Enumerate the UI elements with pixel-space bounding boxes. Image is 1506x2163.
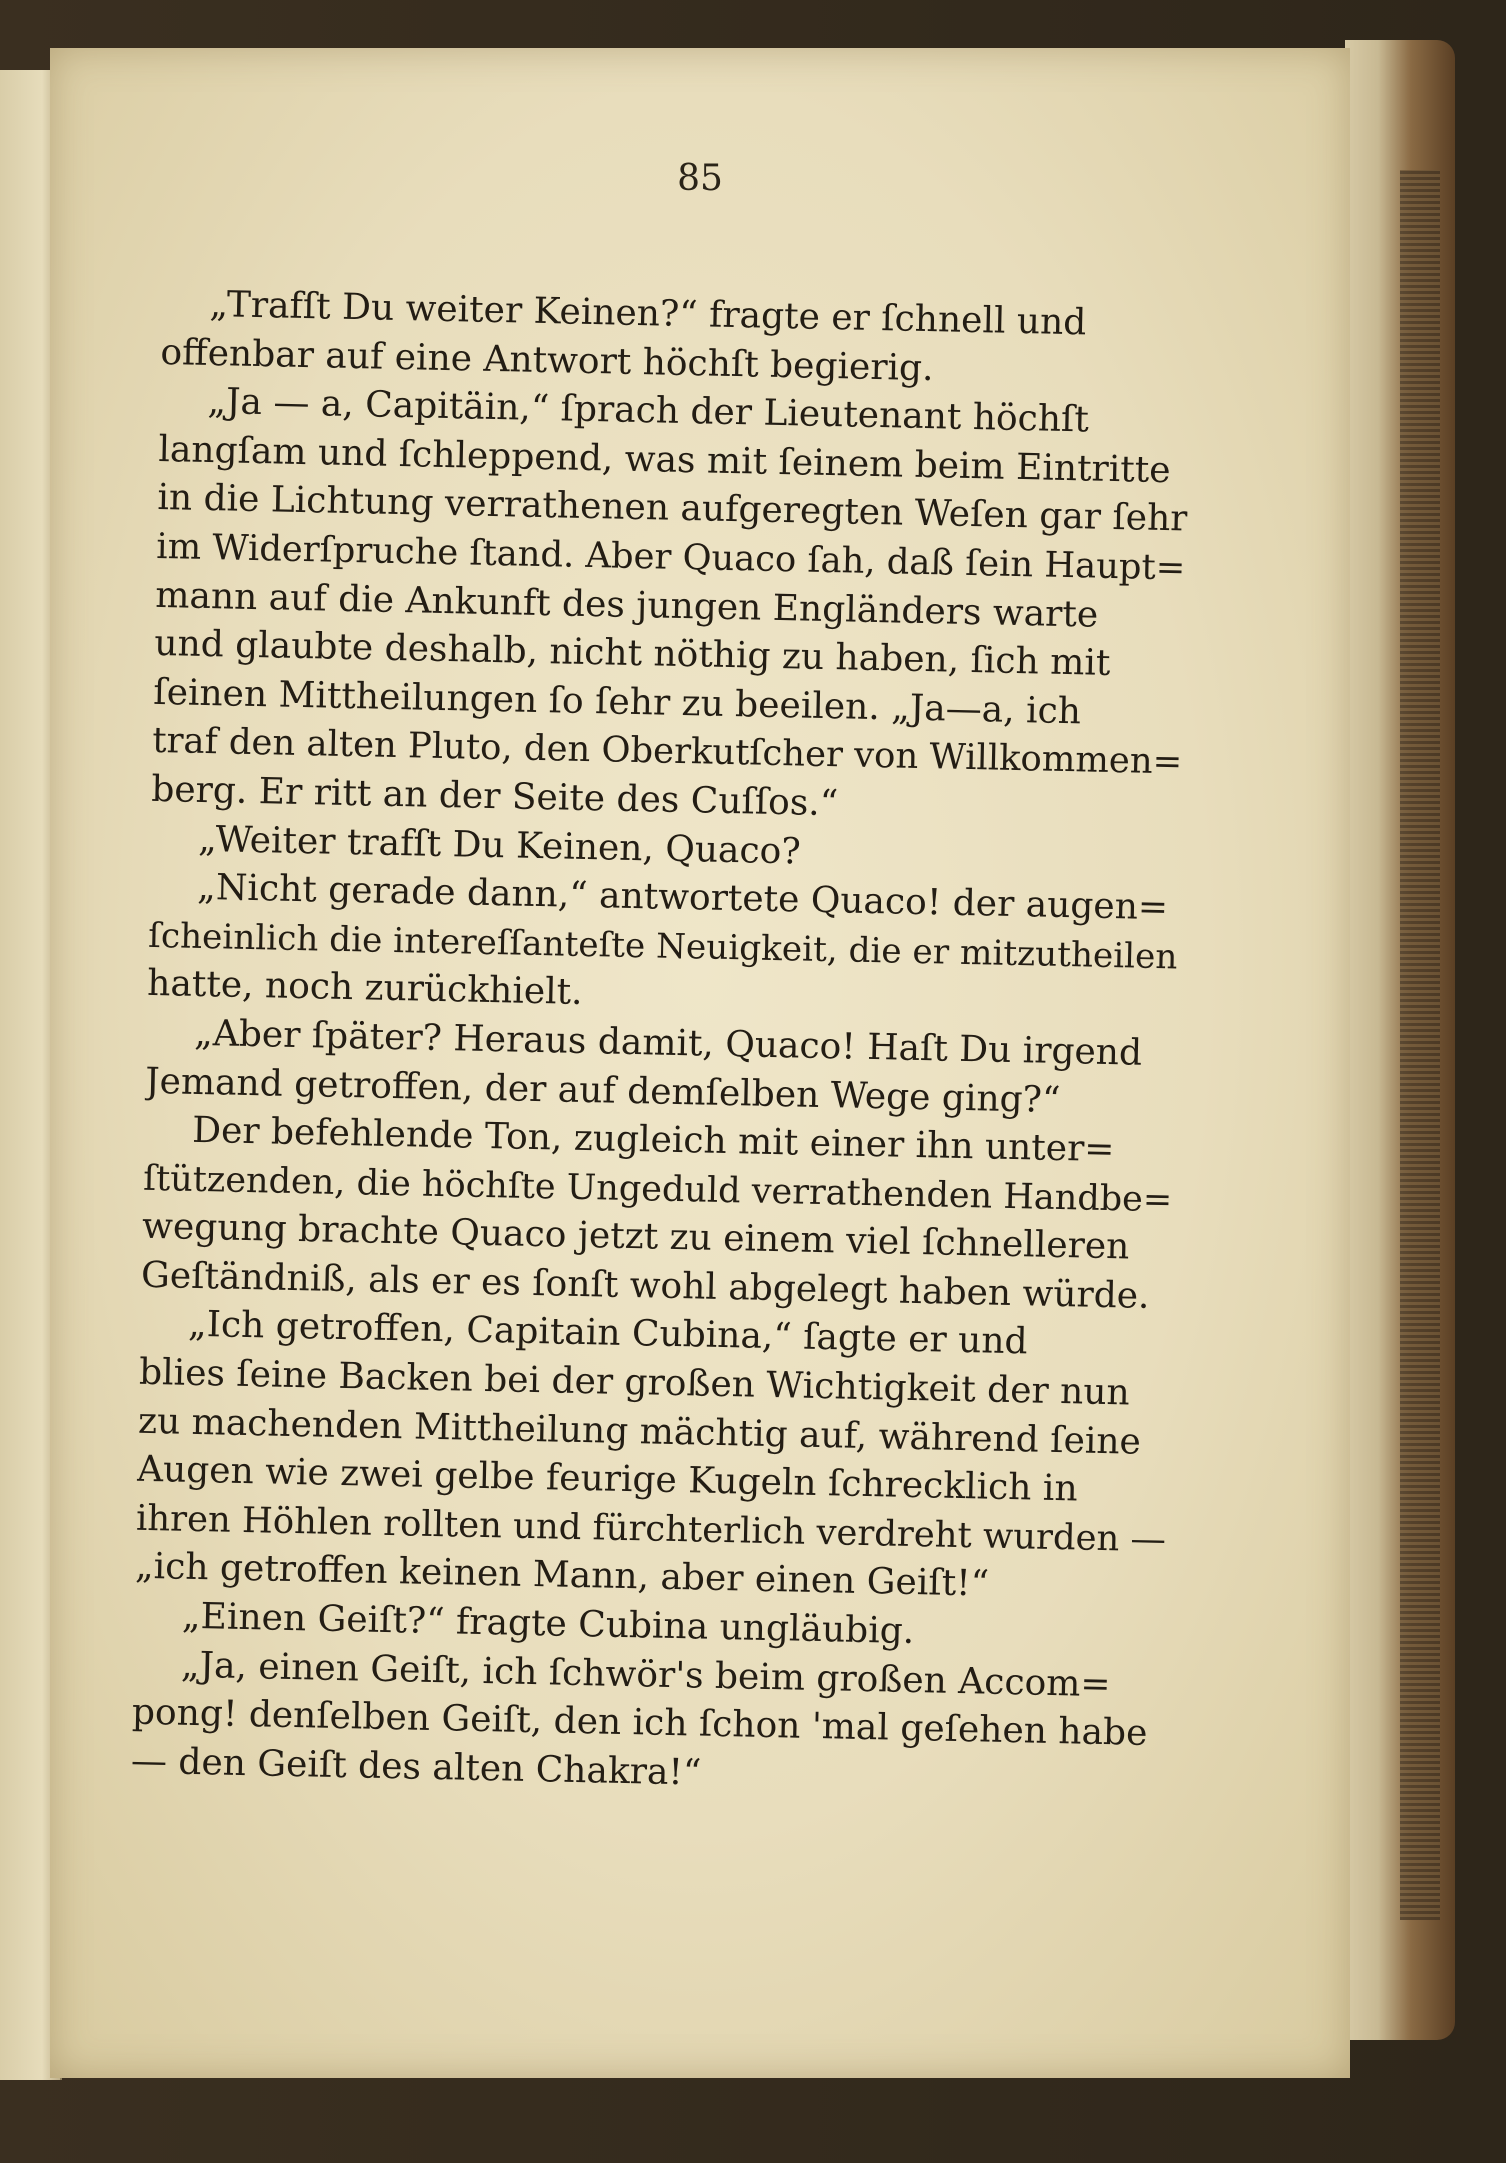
text-line: Der befehlende Ton, zugleich mit einer ihn unter= — [191, 1109, 1115, 1171]
text-line: „Aber ſpäter? Heraus damit, Quaco! Haſt Du irgend — [193, 1012, 1143, 1074]
book-cover-edge — [1345, 40, 1455, 2040]
text-line: traf den alten Pluto, den Oberkutſcher von Willkommen= — [151, 720, 1183, 783]
text-line: im Widerſpruche ſtand. Aber Quaco ſah, daß ſein Haupt= — [155, 525, 1186, 589]
text-line: pong! denſelben Geiſt, den ich ſchon 'mal geſehen habe — [131, 1691, 1148, 1755]
text-line: und glaubte deshalb, nicht nöthig zu haben, ſich mit — [153, 623, 1111, 685]
text-line: ſtützenden, die höchſte Ungeduld verrathenden Handbe= — [142, 1157, 1173, 1221]
text-line: berg. Er ritt an der Seite des Cuſſos.“ — [150, 768, 839, 825]
text-line: ihren Höhlen rollten und fürchterlich verdreht wurden — — [135, 1497, 1167, 1561]
text-line: — den Geiſt des alten Chakra!“ — [130, 1740, 702, 1794]
text-line: in die Lichtung verrathenen aufgeregten Weſen gar ſehr — [157, 477, 1188, 540]
text-line: blies ſeine Backen bei der großen Wichtigkeit der nun — [138, 1351, 1131, 1414]
text-line: mann auf die Ankunft des jungen Engländers warte — [154, 574, 1099, 636]
book-page — [50, 48, 1350, 2078]
text-line: langſam und ſchleppend, was mit ſeinem beim Eintritte — [158, 428, 1171, 491]
text-line: „Nicht gerade dann,“ antwortete Quaco! der augen= — [196, 867, 1169, 929]
body-text — [130, 280, 1191, 1808]
text-line: „Ja, einen Geiſt, ich ſchwör's beim großen Accom= — [180, 1644, 1111, 1705]
text-line: hatte, noch zurückhielt. — [146, 963, 583, 1014]
text-line: Jemand getroffen, der auf demſelben Wege ging?“ — [144, 1060, 1061, 1121]
text-line: „ich getroffen keinen Mann, aber einen Geiſt!“ — [134, 1546, 990, 1606]
text-line: „Einen Geiſt?“ fragte Cubina ungläubig. — [181, 1595, 915, 1653]
text-line: „Ich getroffen, Capitain Cubina,“ ſagte er und — [187, 1304, 1028, 1363]
text-line: Augen wie zwei gelbe feurige Kugeln ſchrecklich in — [136, 1448, 1079, 1510]
text-line: zu machenden Mittheilung mächtig auf, während ſeine — [137, 1400, 1142, 1463]
text-line: offenbar auf eine Antwort höchſt begierig. — [160, 331, 934, 389]
text-line: „Weiter trafſt Du Keinen, Quaco? — [197, 818, 802, 873]
text-line: wegung brachte Quaco jetzt zu einem viel ſchnelleren — [141, 1206, 1130, 1268]
text-line: ſeinen Mittheilungen ſo ſehr zu beeilen. „Ja—a, ich — [152, 671, 1082, 733]
text-line: „Trafſt Du weiter Keinen?“ fragte er ſchnell und — [209, 284, 1087, 344]
text-line: ſcheinlich die intereſſanteſte Neuigkeit, die er mitzutheilen — [147, 915, 1178, 978]
text-line: „Ja — a, Capitäin,“ ſprach der Lieutenant höchſt — [207, 381, 1090, 441]
text-line: Geſtändniß, als er es ſonſt wohl abgelegt haben würde. — [140, 1254, 1150, 1317]
page-number: 85 — [677, 158, 723, 199]
